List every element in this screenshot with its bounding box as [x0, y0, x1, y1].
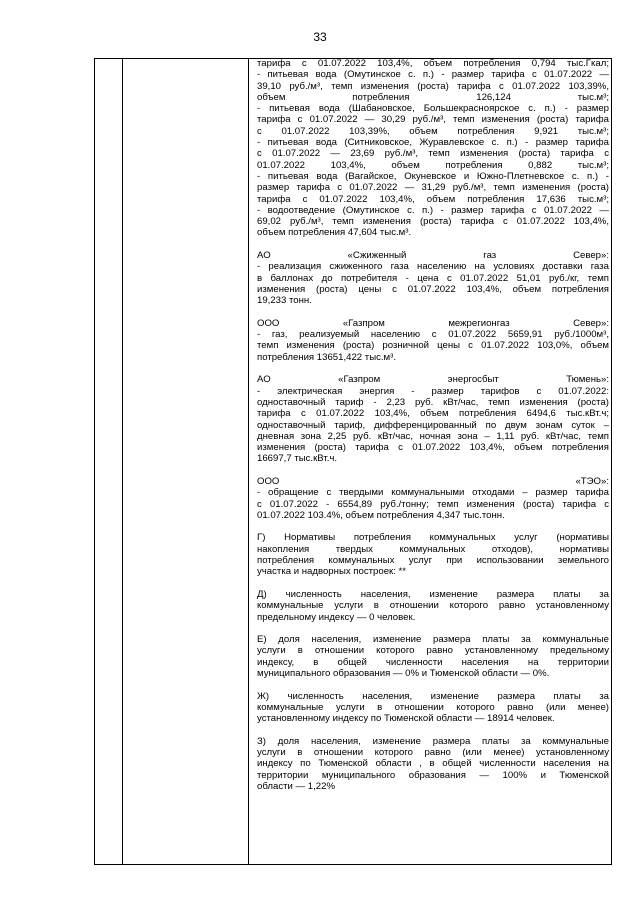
- text-line: тарифа с 01.07.2022 — 30,29 руб./м³, темп изменения (роста) тарифа: [257, 114, 609, 126]
- text-line: услуги в отношении которого равно установленному предельному: [257, 645, 609, 657]
- text-line: с 01.07.2022 - 6554,89 руб./тонну; темп изменения (роста) тарифа с: [257, 498, 609, 510]
- text-line: дневная зона 2,25 руб. кВт/час, ночная зона – 1,11 руб. кВт/час, темп: [257, 430, 609, 442]
- text-line: 69,02 руб./м³, темп изменения (роста) тарифа с 01.07.2022 103,4%,: [257, 216, 609, 228]
- paragraph-gap: [257, 725, 609, 736]
- text-line: накопления твердых коммунальных отходов), нормативы: [257, 543, 609, 555]
- text-line: одноставочный тариф, дифференцированный по двум зонам суток –: [257, 419, 609, 431]
- text-line: услуги в отношении которого равно (или менее) установленному: [257, 747, 609, 759]
- text-line: области — 1,22%: [257, 781, 336, 792]
- text-line: - газ, реализуемый населению с 01.07.2022 5659,91 руб./1000м³,: [257, 329, 609, 341]
- text-line: темп изменения (роста) розничной цены с 01.07.2022 103,0%, объем: [257, 340, 609, 352]
- text-line: потребления коммунальных услуг при использовании земельного: [257, 555, 609, 567]
- text-line: 19,233 тонн.: [257, 295, 312, 307]
- text-line: участка и надворных построек: **: [257, 566, 407, 578]
- text-line: - водоотведение (Омутинское с. п.) - размер тарифа с 01.07.2022 —: [257, 204, 609, 216]
- text-line: с 01.07.2022 — 23,69 руб./м³, темп изменения (роста) тарифа с: [257, 148, 609, 160]
- text-line: Е) доля населения, изменение размера платы за коммунальные: [257, 634, 609, 646]
- text-line: тарифа с 01.07.2022 103,4%, объем потребления 17,636 тыс.м³;: [257, 193, 609, 205]
- paragraph: [257, 691, 609, 725]
- paragraph: [257, 318, 609, 363]
- paragraph-gap: [257, 239, 609, 250]
- text-line: объем потребления 126,124 тыс.м³;: [257, 91, 609, 103]
- text-line: 16697,7 тыс.кВт.ч.: [257, 453, 338, 465]
- text-line: потребления 13651,422 тыс.м³.: [257, 351, 397, 363]
- paragraph-gap: [257, 521, 609, 532]
- paragraph: [257, 634, 609, 679]
- paragraph-gap: [257, 307, 609, 318]
- page-number: 33: [313, 30, 327, 44]
- text-line: муниципального образования — 0% и Тюменской области — 0%.: [257, 668, 550, 680]
- text-line: индексу, в общей численности населения на территории: [257, 656, 609, 668]
- paragraph: [257, 589, 609, 623]
- text-line: тарифа с 01.07.2022 103,4%, объем потребления 0,794 тыс.Гкал;: [257, 58, 609, 69]
- column-divider-2: [248, 59, 249, 864]
- text-line: размер тарифа с 01.07.2022 — 31,29 руб./м³, темп изменения (роста): [257, 182, 609, 194]
- text-line: ООО «Газпром межрегионгаз Север»:: [257, 317, 609, 329]
- paragraph-gap: [257, 679, 609, 690]
- text-line: территории муниципального образования — 100% и Тюменской: [257, 769, 609, 781]
- text-line: 01.07.2022 103,4%, объем потребления 0,882 тыс.м³;: [257, 159, 609, 171]
- text-line: - питьевая вода (Вагайское, Окуневское и Южно-Плетневское с. п.) -: [257, 170, 609, 182]
- text-line: коммунальные услуги в отношении которого равно (или менее): [257, 701, 609, 713]
- text-line: - электрическая энергия - размер тарифов с 01.07.2022:: [257, 385, 609, 397]
- text-line: одноставочный тариф - 2,23 руб. кВт/час, темп изменения (роста): [257, 396, 609, 408]
- text-line: ООО «ТЭО»:: [257, 475, 609, 487]
- text-line: индексу по Тюменской области , в общей численности населения на: [257, 758, 609, 770]
- paragraph: [257, 736, 609, 792]
- text-line: коммунальные услуги в отношении которого равно установленному: [257, 600, 609, 612]
- text-line: - питьевая вода (Шабановское, Большекрасноярское с. п.) - размер: [257, 103, 609, 115]
- text-line: в баллонах до потребителя - цена с 01.07.2022 51,01 руб./кг, темп: [257, 272, 609, 284]
- text-line: - питьевая вода (Ситниковское, Журавлевское с. п.) - размер тарифа: [257, 137, 609, 149]
- paragraph: [257, 532, 609, 577]
- text-line: З) доля населения, изменение размера платы за коммунальные: [257, 735, 609, 747]
- table-cell-content: [257, 58, 609, 792]
- text-line: Г) Нормативы потребления коммунальных услуг (нормативы: [257, 532, 609, 544]
- text-line: - питьевая вода (Омутинское с. п.) - размер тарифа с 01.07.2022 —: [257, 69, 609, 81]
- text-line: установленному индексу по Тюменской области — 18914 человек.: [257, 713, 555, 725]
- paragraph: [257, 374, 609, 464]
- text-line: с 01.07.2022 103,39%, объем потребления 9,921 тыс.м³;: [257, 125, 609, 137]
- text-line: тарифа с 01.07.2022 103,4%, объем потребления 6494,6 тыс.кВт.ч;: [257, 408, 609, 420]
- paragraph-gap: [257, 363, 609, 374]
- text-line: изменения (роста) цены с 01.07.2022 103,4%, объем потребления: [257, 283, 609, 295]
- text-line: 39,10 руб./м³, темп изменения (роста) тарифа с 01.07.2022 103,39%,: [257, 80, 609, 92]
- text-line: Ж) численность населения, изменение размера платы за: [257, 690, 609, 702]
- column-divider-1: [122, 59, 123, 864]
- paragraph: [257, 250, 609, 306]
- paragraph: [257, 58, 609, 239]
- text-line: АО «Газпром энергосбыт Тюмень»:: [257, 374, 609, 386]
- text-line: 01.07.2022 103.4%, объем потребления 4,347 тыс.тонн.: [257, 509, 505, 521]
- text-line: объем потребления 47,604 тыс.м³.: [257, 227, 412, 239]
- paragraph-gap: [257, 623, 609, 634]
- paragraph-gap: [257, 465, 609, 476]
- text-line: изменения (роста) тарифа с 01.07.2022 103,4%, объем потребления: [257, 442, 609, 454]
- text-line: - реализация сжиженного газа населению на условиях доставки газа: [257, 261, 609, 273]
- paragraph: [257, 476, 609, 521]
- text-line: предельному индексу — 0 человек.: [257, 611, 416, 623]
- text-line: Д) численность населения, изменение размера платы за: [257, 588, 609, 600]
- text-line: АО «Сжиженный газ Север»:: [257, 250, 609, 262]
- text-line: - обращение с твердыми коммунальными отходами – размер тарифа: [257, 487, 609, 499]
- paragraph-gap: [257, 578, 609, 589]
